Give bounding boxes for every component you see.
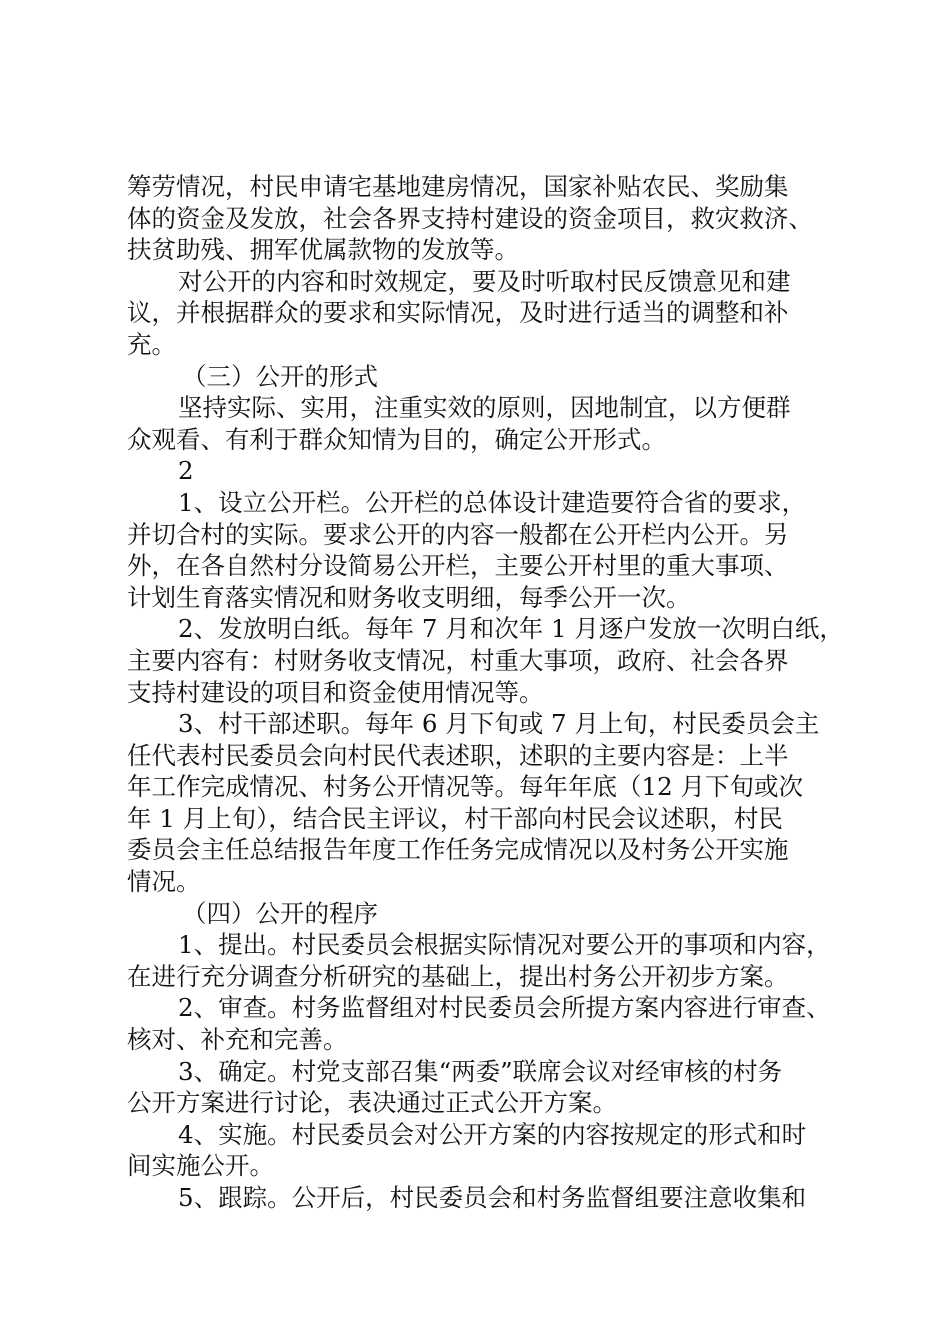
list-item-start-line: 1、设立公开栏。公开栏的总体设计建造要符合省的要求，: [178, 487, 807, 517]
text-line: 核对、补充和完善。: [127, 1025, 348, 1055]
text-line: 任代表村民委员会向村民代表述职，述职的主要内容是：上半: [127, 740, 789, 770]
text-line: 体的资金及发放，社会各界支持村建设的资金项目，救灾救济、: [127, 203, 813, 233]
document-body: [127, 171, 847, 1214]
text-line: 在进行充分调查分析研究的基础上，提出村务公开初步方案。: [127, 961, 789, 991]
text-line: 年工作完成情况、村务公开情况等。每年年底（12 月下旬或次: [127, 772, 803, 802]
list-item-start-line: 2、审查。村务监督组对村民委员会所提方案内容进行审查、: [178, 993, 831, 1023]
text-line: 公开方案进行讨论，表决通过正式公开方案。: [127, 1088, 617, 1118]
section-heading-procedure: （四）公开的程序: [182, 898, 378, 928]
text-line: 筹劳情况，村民申请宅基地建房情况，国家补贴农民、奖励集: [127, 172, 789, 201]
list-item-start-line: 5、跟踪。公开后，村民委员会和村务监督组要注意收集和: [178, 1183, 807, 1212]
text-line: 主要内容有：村财务收支情况，村重大事项，政府、社会各界: [127, 645, 789, 675]
list-item-start-line: 4、实施。村民委员会对公开方案的内容按规定的形式和时: [178, 1119, 807, 1149]
text-line: 委员会主任总结报告年度工作任务完成情况以及村务公开实施: [127, 835, 789, 865]
text-line: 议，并根据群众的要求和实际情况，及时进行适当的调整和补: [127, 298, 789, 328]
paragraph-start-line: 坚持实际、实用，注重实效的原则，因地制宜，以方便群: [178, 393, 791, 423]
text-line: 支持村建设的项目和资金使用情况等。: [127, 677, 544, 707]
text-line: 间实施公开。: [127, 1151, 274, 1181]
paragraph-start-line: 对公开的内容和时效规定，要及时听取村民反馈意见和建: [178, 266, 791, 296]
list-item-start-line: 1、提出。村民委员会根据实际情况对要公开的事项和内容，: [178, 930, 831, 960]
text-line: 众观看、有利于群众知情为目的，确定公开形式。: [127, 424, 666, 454]
text-line: 情况。: [127, 867, 201, 897]
text-line: 扶贫助残、拥军优属款物的发放等。: [127, 235, 519, 265]
page-number: 2: [178, 456, 194, 486]
list-item-start-line: 3、村干部述职。每年 6 月下旬或 7 月上旬，村民委员会主: [178, 709, 820, 739]
text-line: 年 1 月上旬），结合民主评议，村干部向村民会议述职，村民: [127, 803, 783, 833]
text-line: 外，在各自然村分设简易公开栏，主要公开村里的重大事项、: [127, 551, 789, 581]
text-line: 充。: [127, 329, 176, 359]
section-heading-form: （三）公开的形式: [182, 361, 378, 391]
text-line: 计划生育落实情况和财务收支明细，每季公开一次。: [127, 582, 691, 612]
text-line: 并切合村的实际。要求公开的内容一般都在公开栏内公开。另: [127, 519, 789, 549]
list-item-start-line: 3、确定。村党支部召集“两委”联席会议对经审核的村务: [178, 1056, 783, 1086]
list-item-start-line: 2、发放明白纸。每年 7 月和次年 1 月逐户发放一次明白纸，: [178, 614, 844, 644]
